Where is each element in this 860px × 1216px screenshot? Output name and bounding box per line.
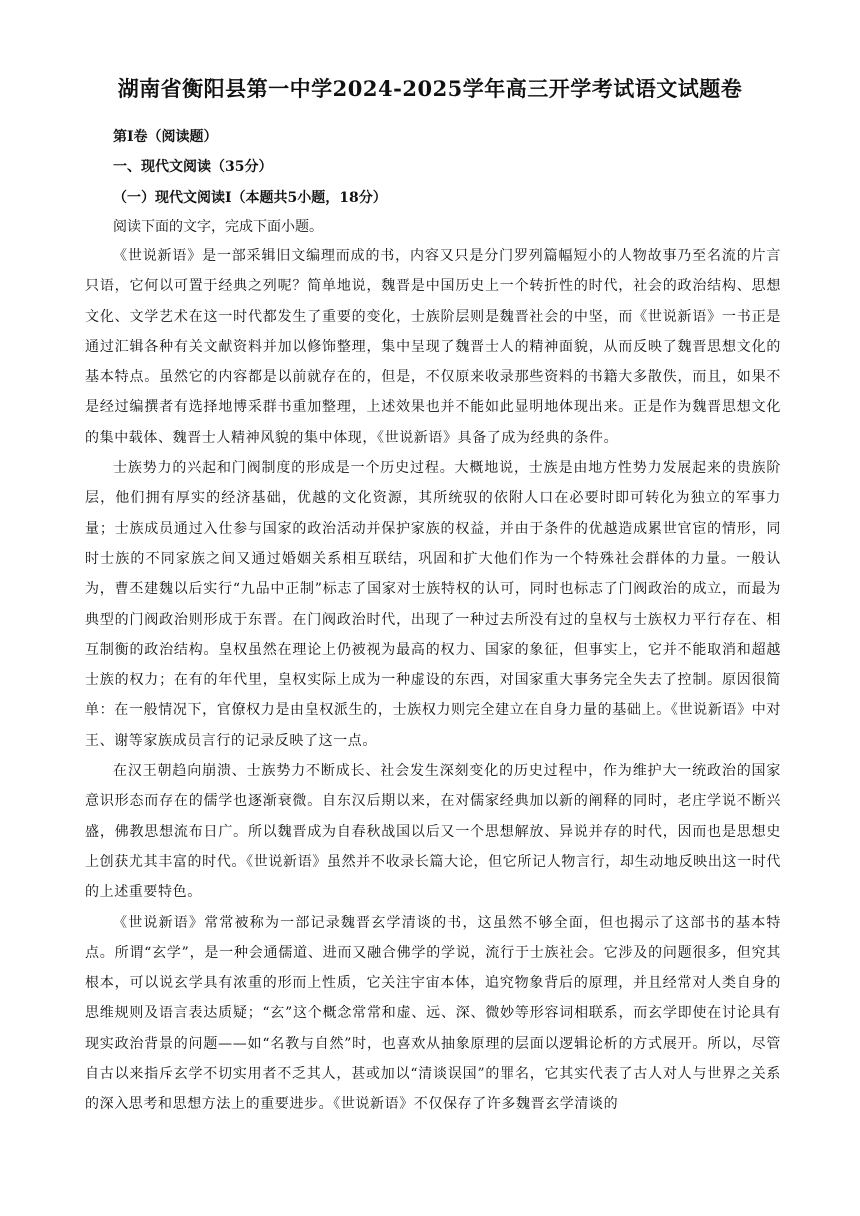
reading-instruction: 阅读下面的文字，完成下面小题。	[113, 219, 323, 235]
passage-paragraph: 《世说新语》常常被称为一部记录魏晋玄学清谈的书，这虽然不够全面，但也揭示了这部书的基本特点。所谓“玄学”，是一种会通儒道、进而又融合佛学的学说，流行于士族社会。它涉及的问题很多，但究其根本，可以说玄学具有浓重的形而上性质，它关注宇宙本体，追究物象背后的原理，并且经常对人类自身的思维规则及语言表达质疑；“玄”这个概念常常和虚、远、深、微妙等形容词相联系，而玄学即使在讨论具有现实政治背景的问题——如“名教与自然”时，也喜欢从抽象原理的层面以逻辑论析的方式展开。所以，尽管自古以来指斥玄学不切实用者不乏其人，甚或加以“清谈误国”的罪名，它其实代表了古人对人与世界之关系的深入思考和思想方法上的重要进步。《世说新语》不仅保存了许多魏晋玄学清谈的	[85, 914, 781, 1113]
part-heading: 第Ⅰ卷（阅读题）	[113, 129, 218, 145]
passage-paragraph: 士族势力的兴起和门阀制度的形成是一个历史过程。大概地说，士族是由地方性势力发展起来的贵族阶层，他们拥有厚实的经济基础，优越的文化资源，其所统驭的依附人口在必要时即可转化为独立的军事力量；士族成员通过入仕参与国家的政治活动并保护家族的权益，并由于条件的优越造成累世官宦的情形，同时士族的不同家族之间又通过婚姻关系相互联结，巩固和扩大他们作为一个特殊社会群体的力量。一般认为，曹丕建魏以后实行“九品中正制”标志了国家对士族特权的认可，同时也标志了门阀政治的成立，而最为典型的门阀政治则形成于东晋。在门阀政治时代，出现了一种过去所没有过的皇权与士族权力平行存在、相互制衡的政治结构。皇权虽然在理论上仍被视为最高的权力、国家的象征，但事实上，它并不能取消和超越士族的权力；在有的年代里，皇权实际上成为一种虚设的东西，对国家重大事务完全失去了控制。原因很简单：在一般情况下，官僚权力是由皇权派生的，士族权力则完全建立在自身力量的基础上。《世说新语》中对王、谢等家族成员言行的记录反映了这一点。	[85, 460, 781, 749]
document-title: 湖南省衡阳县第一中学2024-2025学年高三开学考试语文试题卷	[117, 76, 743, 101]
passage-paragraph: 在汉王朝趋向崩溃、士族势力不断成长、社会发生深刻变化的历史过程中，作为维护大一统政治的国家意识形态而存在的儒学也逐渐衰微。自东汉后期以来，在对儒家经典加以新的阐释的同时，老庄学说不断兴盛，佛教思想流布日广。所以魏晋成为自春秋战国以后又一个思想解放、异说并存的时代，因而也是思想史上创获尤其丰富的时代。《世说新语》虽然并不收录长篇大论，但它所记人物言行，却生动地反映出这一时代的上述重要特色。	[85, 763, 781, 901]
passage-paragraph: 《世说新语》是一部采辑旧文编理而成的书，内容又只是分门罗列篇幅短小的人物故事乃至名流的片言只语，它何以可置于经典之列呢？简单地说，魏晋是中国历史上一个转折性的时代，社会的政治结构、思想文化、文学艺术在这一时代都发生了重要的变化，士族阶层则是魏晋社会的中坚，而《世说新语》一书正是通过汇辑各种有关文献资料并加以修饰整理，集中呈现了魏晋士人的精神面貌，从而反映了魏晋思想文化的基本特点。虽然它的内容都是以前就存在的，但是，不仅原来收录那些资料的书籍大多散佚，而且，如果不是经过编撰者有选择地博采群书重加整理，上述效果也并不能如此显明地体现出来。正是作为魏晋思想文化的集中载体、魏晋士人精神风貌的集中体现，《世说新语》具备了成为经典的条件。	[85, 248, 781, 446]
section-heading: 一、现代文阅读（35分）	[113, 159, 273, 175]
subsection-heading: （一）现代文阅读Ⅰ（本题共5小题，18分）	[113, 190, 387, 206]
reading-passage	[85, 241, 781, 1120]
